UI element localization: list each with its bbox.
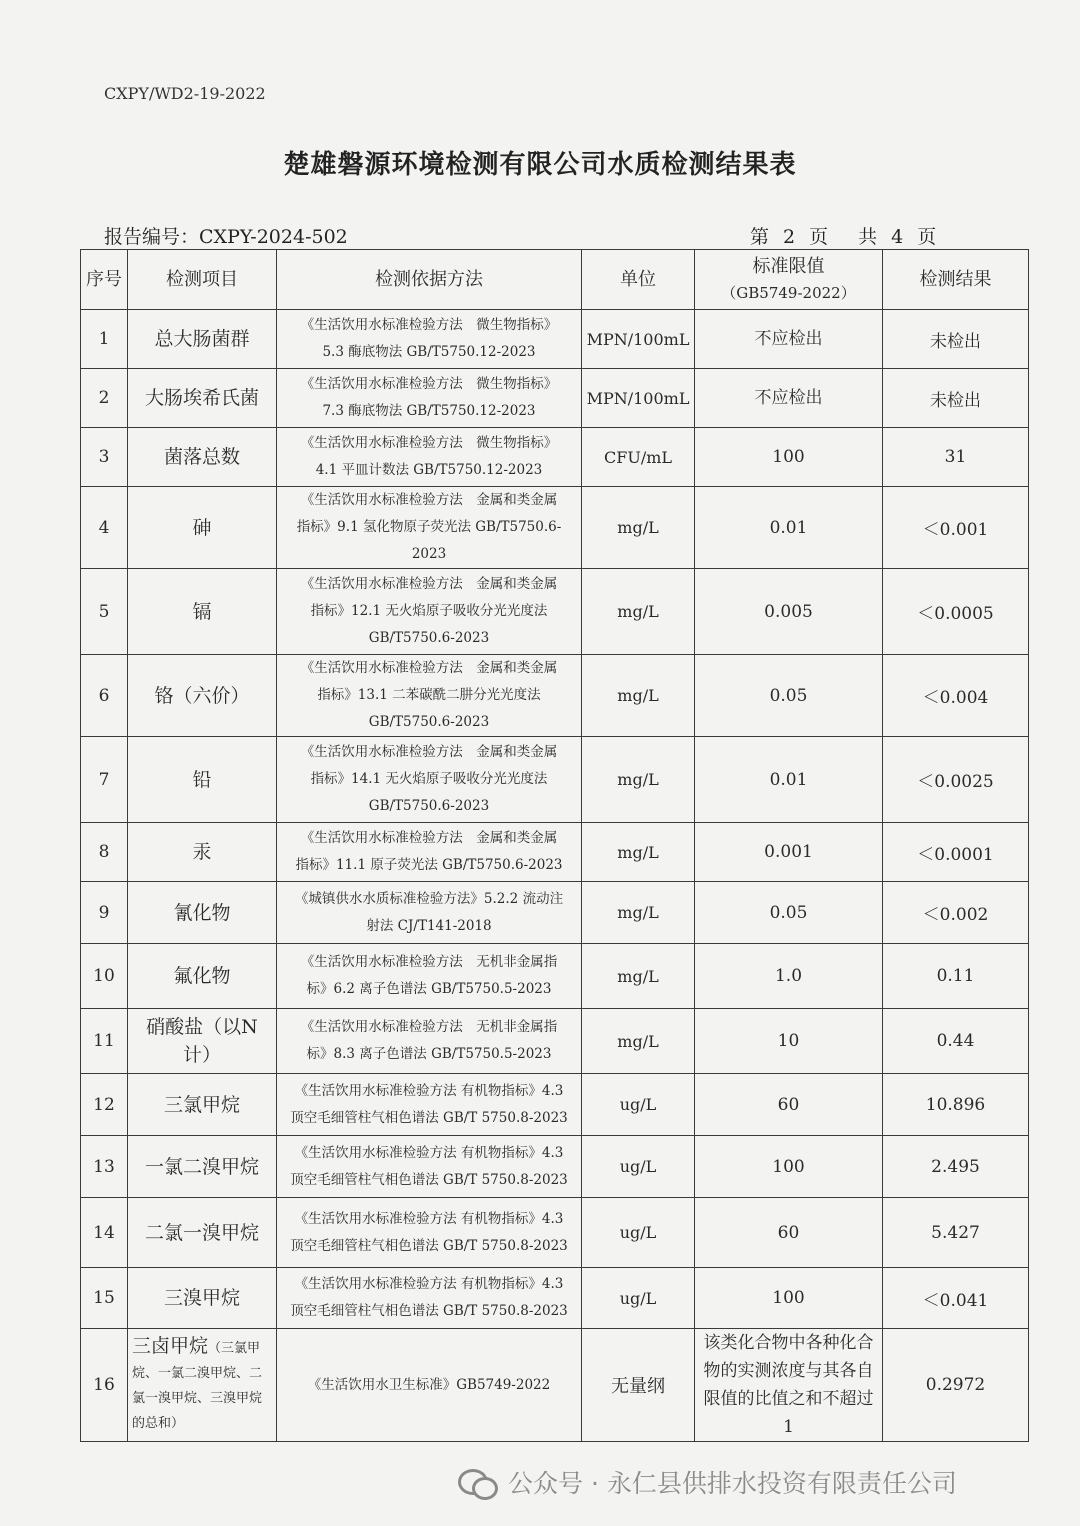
row-result: 10.896: [883, 1074, 1029, 1136]
row-item: 三氯甲烷: [128, 1074, 277, 1136]
row-number: 1: [81, 310, 128, 369]
table-row: [81, 310, 1029, 369]
header-unit: 单位: [582, 250, 695, 310]
row-result: ＜0.002: [883, 882, 1029, 944]
row-number: 9: [81, 882, 128, 944]
row-result: ＜0.001: [883, 487, 1029, 569]
row-unit: mg/L: [582, 569, 695, 655]
report-number: 报告编号：CXPY-2024-502: [104, 226, 348, 248]
row-unit: ug/L: [582, 1198, 695, 1268]
row-limit: 0.005: [695, 569, 883, 655]
document-code: CXPY/WD2-19-2022: [104, 84, 266, 103]
row-method: [277, 428, 582, 487]
header-result: 检测结果: [883, 250, 1029, 310]
row-item-sub: （三氯甲烷、一氯二溴甲烷、二氯一溴甲烷、三溴甲烷的总和）: [132, 1341, 263, 1431]
row-method-line: 标》8.3 离子色谱法 GB/T5750.5-2023: [306, 1046, 552, 1062]
row-item: 氰化物: [128, 882, 277, 944]
row-method-line: GB/T5750.6-2023: [368, 714, 490, 730]
row-limit: 0.001: [695, 823, 883, 882]
row-number: 8: [81, 823, 128, 882]
watermark: [458, 1462, 957, 1502]
current-page: 2: [783, 226, 796, 248]
row-number: 4: [81, 487, 128, 569]
table-row: [81, 1009, 1029, 1074]
row-method-line: 《生活饮用水标准检验方法 金属和类金属: [300, 744, 558, 760]
row-result: 未检出: [883, 369, 1029, 428]
table-row: [81, 737, 1029, 823]
table-body: [81, 310, 1029, 1442]
row-limit: 1.0: [695, 944, 883, 1009]
row-limit: 不应检出: [695, 310, 883, 369]
row-unit: CFU/mL: [582, 428, 695, 487]
row-method-line: 指标》9.1 氢化物原子荧光法 GB/T5750.6-2023: [296, 519, 562, 562]
row-method-line: 5.3 酶底物法 GB/T5750.12-2023: [322, 344, 536, 360]
table-row: [81, 569, 1029, 655]
row-method-line: 《生活饮用水标准检验方法 无机非金属指: [300, 1019, 558, 1035]
row-method-line: GB/T5750.6-2023: [368, 798, 490, 814]
table-row: [81, 1198, 1029, 1268]
row-unit: mg/L: [582, 487, 695, 569]
row-method-line: 《生活饮用水标准检验方法 金属和类金属: [300, 660, 558, 676]
table-row: [81, 1136, 1029, 1198]
total-label-unit: 页: [917, 226, 937, 248]
row-method-line: 指标》13.1 二苯碳酰二肼分光光度法: [317, 687, 541, 703]
row-method-line: 顶空毛细管柱气相色谱法 GB/T 5750.8-2023: [290, 1303, 568, 1319]
row-number: 7: [81, 737, 128, 823]
row-method-line: 《生活饮用水标准检验方法 无机非金属指: [300, 954, 558, 970]
row-method: [277, 310, 582, 369]
row-method: [277, 1136, 582, 1198]
row-number: 2: [81, 369, 128, 428]
row-method-line: 《城镇供水水质标准检验方法》5.2.2 流动注: [294, 890, 564, 907]
row-result: 0.44: [883, 1009, 1029, 1074]
table-row: [81, 369, 1029, 428]
row-item: 砷: [128, 487, 277, 569]
row-item: 汞: [128, 823, 277, 882]
row-item: 菌落总数: [128, 428, 277, 487]
total-pages: 4: [891, 226, 904, 248]
row-item: 大肠埃希氏菌: [128, 369, 277, 428]
document-title: 楚雄磐源环境检测有限公司水质检测结果表: [283, 150, 797, 180]
table-row: [81, 1329, 1029, 1442]
table-row: [81, 487, 1029, 569]
row-number: 11: [81, 1009, 128, 1074]
row-unit: mg/L: [582, 737, 695, 823]
table-header-row: [81, 250, 1029, 310]
row-method-line: 顶空毛细管柱气相色谱法 GB/T 5750.8-2023: [290, 1109, 568, 1126]
row-limit: 该类化合物中各种化合物的实测浓度与其各自限值的比值之和不超过1: [695, 1329, 883, 1442]
row-method-line: 射法 CJ/T141-2018: [366, 917, 492, 934]
row-item: [128, 1329, 277, 1442]
row-item: 铬（六价）: [128, 655, 277, 737]
watermark-text: 公众号 · 永仁县供排水投资有限责任公司: [508, 1469, 957, 1498]
row-method-line: GB/T5750.6-2023: [368, 630, 490, 646]
row-method-line: 7.3 酶底物法 GB/T5750.12-2023: [322, 403, 536, 419]
row-limit: 不应检出: [695, 369, 883, 428]
row-result: 未检出: [883, 310, 1029, 369]
page-indicator: [750, 222, 950, 249]
header-limit-standard: （GB5749-2022）: [721, 283, 856, 302]
row-unit: MPN/100mL: [582, 310, 695, 369]
row-method: [277, 1268, 582, 1329]
row-item: 硝酸盐（以N计）: [128, 1009, 277, 1074]
row-number: 16: [81, 1329, 128, 1442]
row-result: 0.2972: [883, 1329, 1029, 1442]
row-item: 氟化物: [128, 944, 277, 1009]
header-limit: [695, 250, 883, 310]
row-number: 6: [81, 655, 128, 737]
row-method: [277, 882, 582, 944]
row-limit: 60: [695, 1198, 883, 1268]
row-item: 镉: [128, 569, 277, 655]
row-method-line: 《生活饮用水标准检验方法 有机物指标》4.3: [294, 1210, 564, 1227]
row-limit: 100: [695, 428, 883, 487]
row-method-line: 《生活饮用水标准检验方法 微生物指标》: [300, 435, 558, 451]
row-unit: mg/L: [582, 1009, 695, 1074]
row-result: ＜0.0025: [883, 737, 1029, 823]
row-method-line: 《生活饮用水标准检验方法 有机物指标》4.3: [294, 1144, 564, 1161]
page-label-prefix: 第: [750, 226, 770, 248]
row-method: [277, 737, 582, 823]
row-method: [277, 944, 582, 1009]
header-method: 检测依据方法: [277, 250, 582, 310]
row-result: 2.495: [883, 1136, 1029, 1198]
table-row: [81, 428, 1029, 487]
table-row: [81, 944, 1029, 1009]
table-row: [81, 1268, 1029, 1329]
row-item-main: 三卤甲烷: [132, 1335, 209, 1357]
row-method-line: 指标》11.1 原子荧光法 GB/T5750.6-2023: [295, 857, 563, 873]
row-limit: 100: [695, 1268, 883, 1329]
row-result: ＜0.041: [883, 1268, 1029, 1329]
row-item: 一氯二溴甲烷: [128, 1136, 277, 1198]
row-unit: mg/L: [582, 655, 695, 737]
row-number: 5: [81, 569, 128, 655]
row-method-line: 顶空毛细管柱气相色谱法 GB/T 5750.8-2023: [290, 1237, 568, 1254]
row-result: 0.11: [883, 944, 1029, 1009]
row-unit: 无量纲: [582, 1329, 695, 1442]
row-method: [277, 1198, 582, 1268]
row-method-line: 指标》14.1 无火焰原子吸收分光光度法: [310, 771, 548, 787]
row-item: 二氯一溴甲烷: [128, 1198, 277, 1268]
row-method: [277, 823, 582, 882]
row-limit: 0.05: [695, 655, 883, 737]
row-method-line: 4.1 平皿计数法 GB/T5750.12-2023: [315, 462, 543, 478]
row-unit: ug/L: [582, 1136, 695, 1198]
row-result: ＜0.0001: [883, 823, 1029, 882]
row-number: 13: [81, 1136, 128, 1198]
total-label-prefix: 共: [858, 226, 878, 248]
wechat-icon: [458, 1467, 496, 1497]
row-item: 铅: [128, 737, 277, 823]
row-method-line: 《生活饮用水标准检验方法 金属和类金属: [300, 492, 558, 508]
row-method-line: 《生活饮用水标准检验方法 金属和类金属: [300, 830, 558, 846]
row-method: [277, 369, 582, 428]
row-number: 14: [81, 1198, 128, 1268]
row-method-line: 《生活饮用水标准检验方法 有机物指标》4.3: [294, 1276, 564, 1292]
row-unit: mg/L: [582, 823, 695, 882]
row-unit: mg/L: [582, 882, 695, 944]
row-result: ＜0.0005: [883, 569, 1029, 655]
row-method-line: 《生活饮用水标准检验方法 有机物指标》4.3: [294, 1082, 564, 1099]
row-limit: 0.01: [695, 737, 883, 823]
row-method-line: 《生活饮用水标准检验方法 微生物指标》: [300, 317, 558, 333]
row-limit: 0.05: [695, 882, 883, 944]
row-unit: mg/L: [582, 944, 695, 1009]
row-method: [277, 1074, 582, 1136]
table-row: [81, 1074, 1029, 1136]
row-method-line: 《生活饮用水标准检验方法 微生物指标》: [300, 376, 558, 392]
row-number: 12: [81, 1074, 128, 1136]
row-result: 5.427: [883, 1198, 1029, 1268]
table-row: [81, 823, 1029, 882]
row-unit: MPN/100mL: [582, 369, 695, 428]
header-item: 检测项目: [128, 250, 277, 310]
row-number: 15: [81, 1268, 128, 1329]
row-method: [277, 487, 582, 569]
row-limit: 60: [695, 1074, 883, 1136]
row-method: [277, 1009, 582, 1074]
row-number: 3: [81, 428, 128, 487]
results-table: [80, 249, 1029, 1442]
row-method-line: 《生活饮用水标准检验方法 金属和类金属: [300, 576, 558, 592]
row-item: 总大肠菌群: [128, 310, 277, 369]
row-method: [277, 655, 582, 737]
header-limit-label: 标准限值: [752, 255, 825, 277]
row-limit: 100: [695, 1136, 883, 1198]
row-unit: ug/L: [582, 1268, 695, 1329]
row-method-line: 顶空毛细管柱气相色谱法 GB/T 5750.8-2023: [290, 1171, 568, 1188]
table-row: [81, 655, 1029, 737]
table-row: [81, 882, 1029, 944]
row-result: 31: [883, 428, 1029, 487]
row-limit: 10: [695, 1009, 883, 1074]
row-limit: 0.01: [695, 487, 883, 569]
header-seq: 序号: [81, 250, 128, 310]
row-method-line: 指标》12.1 无火焰原子吸收分光光度法: [310, 603, 548, 619]
row-method: [277, 569, 582, 655]
page-label-unit: 页: [809, 226, 829, 248]
row-item: 三溴甲烷: [128, 1268, 277, 1329]
row-method-line: 标》6.2 离子色谱法 GB/T5750.5-2023: [306, 981, 552, 997]
row-method: 《生活饮用水卫生标准》GB5749-2022: [277, 1329, 582, 1442]
row-result: ＜0.004: [883, 655, 1029, 737]
row-number: 10: [81, 944, 128, 1009]
row-unit: ug/L: [582, 1074, 695, 1136]
